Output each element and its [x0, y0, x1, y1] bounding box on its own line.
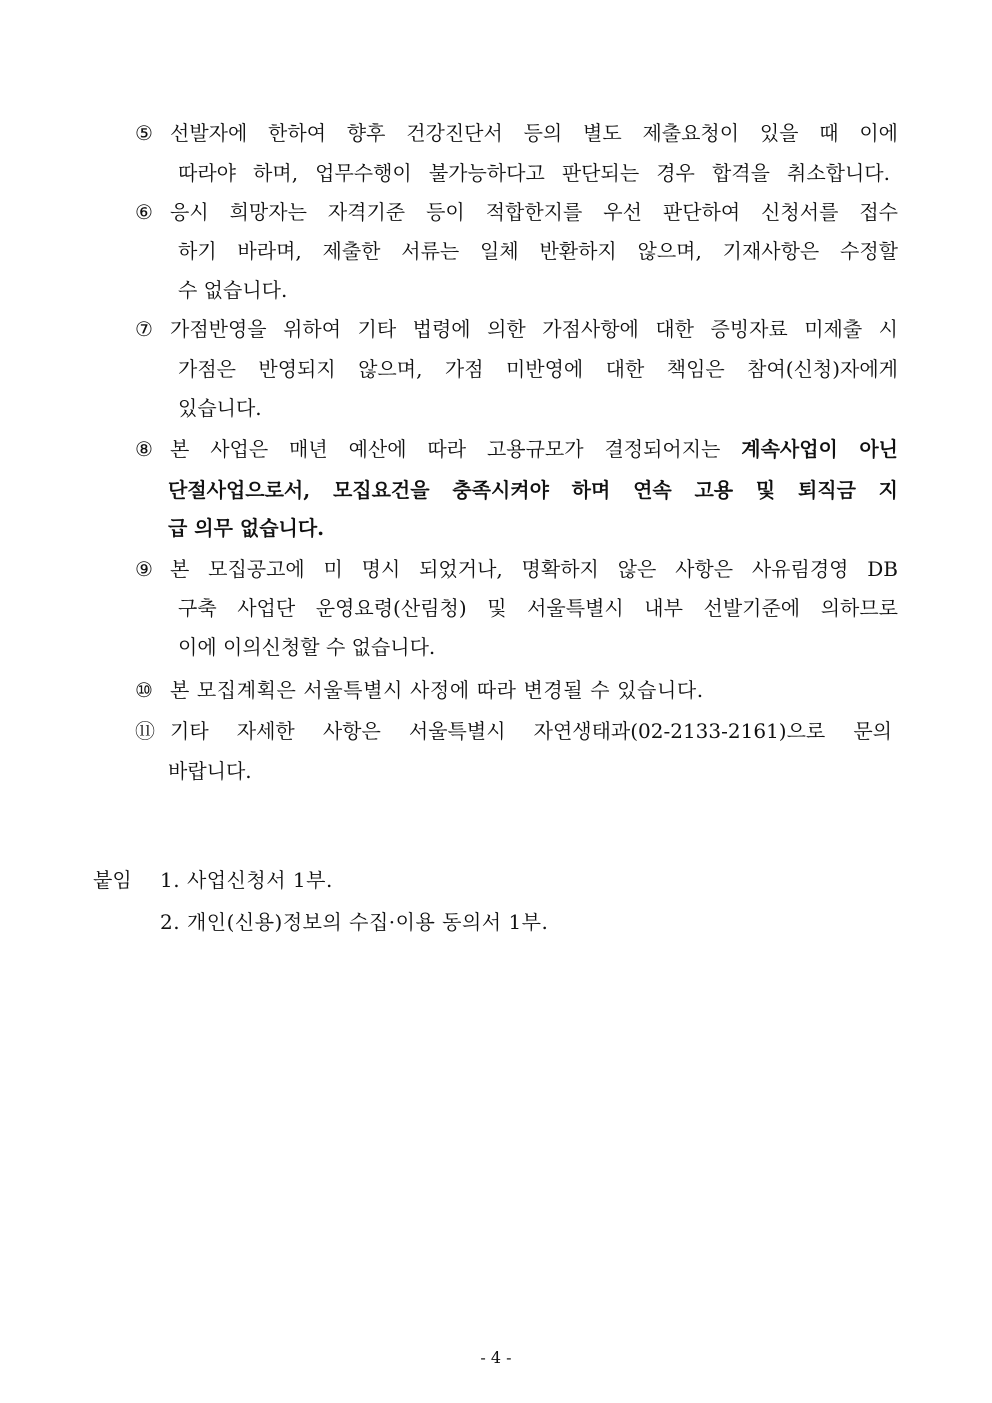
item-10-line: 본 모집계획은 서울특별시 사정에 따라 변경될 수 있습니다.	[170, 678, 704, 702]
item-6-line: 응시 희망자는 자격기준 등이 적합한지를 우선 판단하여 신청서를 접수	[170, 200, 898, 224]
item-9-line: 구축 사업단 운영요령(산림청) 및 서울특별시 내부 선발기준에 의하므로	[178, 596, 898, 620]
item-6-line: 하기 바라며, 제출한 서류는 일체 반환하지 않으며, 기재사항은 수정할	[178, 239, 898, 263]
item-marker: ⑥	[135, 200, 153, 224]
item-marker: ⑨	[135, 557, 153, 581]
item-7-line: 가점반영을 위하여 기타 법령에 의한 가점사항에 대한 증빙자료 미제출 시	[170, 317, 898, 341]
item-marker: ⑦	[135, 317, 153, 341]
item-8-text: 본 사업은 매년 예산에 따라 고용규모가 결정되어지는	[170, 437, 742, 461]
item-8-bold-text: 계속사업이 아닌	[741, 437, 898, 461]
item-5-line: 선발자에 한하여 향후 건강진단서 등의 별도 제출요청이 있을 때 이에	[170, 121, 898, 145]
item-5-line: 따라야 하며, 업무수행이 불가능하다고 판단되는 경우 합격을 취소합니다.	[178, 161, 890, 185]
item-marker: ⑧	[135, 437, 153, 461]
item-marker: ⑪	[135, 719, 155, 743]
item-marker: ⑩	[135, 678, 153, 702]
item-11-line: 바랍니다.	[168, 759, 252, 783]
item-marker: ⑤	[135, 121, 153, 145]
item-7-line: 가점은 반영되지 않으며, 가점 미반영에 대한 책임은 참여(신청)자에게	[178, 357, 898, 381]
item-8-line: 급 의무 없습니다.	[168, 516, 325, 540]
item-9-line: 본 모집공고에 미 명시 되었거나, 명확하지 않은 사항은 사유림경영 DB	[170, 557, 898, 581]
attachment-item: 2. 개인(신용)정보의 수집·이용 동의서 1부.	[160, 910, 549, 934]
page-number: - 4 -	[480, 1348, 512, 1367]
item-7-line: 있습니다.	[178, 396, 262, 420]
attachment-label: 붙임	[93, 868, 132, 892]
item-11-line: 기타 자세한 사항은 서울특별시 자연생태과(02-2133-2161)으로 문의	[170, 719, 892, 743]
item-8-line: 단절사업으로서, 모집요건을 충족시켜야 하며 연속 고용 및 퇴직금 지	[168, 478, 898, 502]
item-6-line: 수 없습니다.	[178, 278, 288, 302]
item-8-line	[170, 436, 898, 462]
item-9-line: 이에 이의신청할 수 없습니다.	[178, 635, 436, 659]
attachment-item: 1. 사업신청서 1부.	[160, 868, 333, 892]
